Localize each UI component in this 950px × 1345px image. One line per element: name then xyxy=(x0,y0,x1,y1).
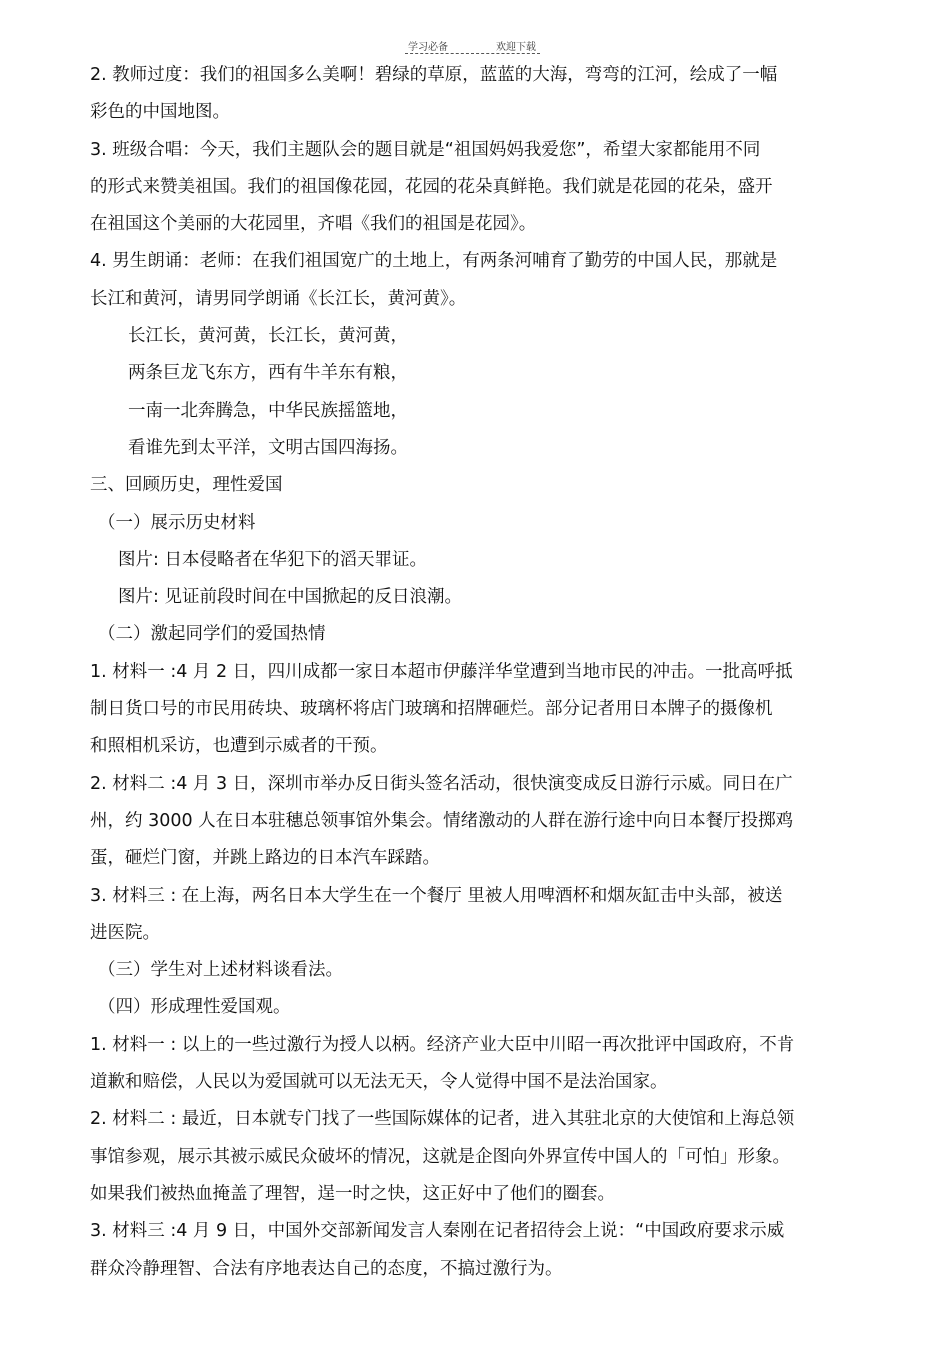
text-line: 事馆参观，展示其被示威民众破坏的情况，这就是企图向外界宣传中国人的「可怕」形象。 xyxy=(90,1146,790,1167)
document-body xyxy=(90,57,825,1288)
text-line: 制日货口号的市民用砖块、玻璃杯将店门玻璃和招牌砸烂。部分记者用日本牌子的摄像机 xyxy=(90,699,773,720)
text-line: 三、回顾历史，理性爱国 xyxy=(90,475,283,496)
text-line: 道歉和赔偿，人民以为爱国就可以无法无天，令人觉得中国不是法治国家。 xyxy=(90,1072,668,1093)
text-line: 3. 材料三 :4 月 9 日，中国外交部新闻发言人秦刚在记者招待会上说：“中国政府要求示威 xyxy=(90,1221,785,1242)
text-line: 长江长，黄河黄，长江长，黄河黄， xyxy=(128,326,408,347)
text-line: 群众冷静理智、合法有序地表达自己的态度，不搞过激行为。 xyxy=(90,1258,563,1279)
header-divider xyxy=(405,53,540,54)
text-line: 1. 材料一 :4 月 2 日，四川成都一家日本超市伊藤洋华堂遭到当地市民的冲击。一批高呼抵 xyxy=(90,661,793,682)
text-line: 1. 材料一 : 以上的一些过激行为授人以柄。经济产业大臣中川昭一再次批评中国政府，不肯 xyxy=(90,1034,795,1055)
text-line: （二）激起同学们的爱国热情 xyxy=(98,624,326,645)
text-line: 两条巨龙飞东方，西有牛羊东有粮， xyxy=(128,363,408,384)
header-right-text: 欢迎下载 xyxy=(496,42,536,53)
text-line: 3. 材料三 : 在上海，两名日本大学生在一个餐厅 里被人用啤酒杯和烟灰缸击中头部，被送 xyxy=(90,885,783,906)
text-line: 图片: 日本侵略者在华犯下的滔天罪证。 xyxy=(118,549,427,570)
text-line: 如果我们被热血掩盖了理智，逞一时之快，这正好中了他们的圈套。 xyxy=(90,1183,615,1204)
text-line: 长江和黄河，请男同学朗诵《长江长，黄河黄》。 xyxy=(90,288,467,309)
text-line: 2. 材料二 :4 月 3 日，深圳市举办反日街头签名活动，很快演变成反日游行示威。同日在广 xyxy=(90,773,793,794)
text-line: 图片: 见证前段时间在中国掀起的反日浪潮。 xyxy=(118,587,462,608)
text-line: （三）学生对上述材料谈看法。 xyxy=(98,960,343,981)
header-left-text: 学习必备 xyxy=(408,42,448,53)
text-line: 州，约 3000 人在日本驻穗总领事馆外集会。情绪激动的人群在游行途中向日本餐厅投掷鸡 xyxy=(90,810,794,831)
text-line: 2. 材料二 : 最近，日本就专门找了一些国际媒体的记者，进入其驻北京的大使馆和上海总领 xyxy=(90,1109,795,1130)
text-line: 蛋，砸烂门窗，并跳上路边的日本汽车踩踏。 xyxy=(90,848,440,869)
text-line: 4. 男生朗诵：老师：在我们祖国宽广的土地上，有两条河哺育了勤劳的中国人民，那就是 xyxy=(90,251,778,272)
text-line: 彩色的中国地图。 xyxy=(90,102,230,123)
text-line: 2. 教师过度：我们的祖国多么美啊！碧绿的草原，蓝蓝的大海，弯弯的江河，绘成了一幅 xyxy=(90,65,778,85)
page-header xyxy=(408,38,536,53)
text-line: 看谁先到太平洋，文明古国四海扬。 xyxy=(128,437,408,458)
text-line: 3. 班级合唱：今天，我们主题队会的题目就是“祖国妈妈我爱您”，希望大家都能用不同 xyxy=(90,139,761,160)
text-line: 进医院。 xyxy=(90,922,160,943)
text-line: 在祖国这个美丽的大花园里，齐唱《我们的祖国是花园》。 xyxy=(90,214,537,235)
text-line: 和照相机采访，也遭到示威者的干预。 xyxy=(90,736,388,757)
text-line: 一南一北奔腾急，中华民族摇篮地， xyxy=(128,400,408,421)
text-line: （一）展示历史材料 xyxy=(98,512,256,533)
text-line: 的形式来赞美祖国。我们的祖国像花园，花园的花朵真鲜艳。我们就是花园的花朵，盛开 xyxy=(90,176,773,197)
text-line: （四）形成理性爱国观。 xyxy=(98,997,291,1018)
